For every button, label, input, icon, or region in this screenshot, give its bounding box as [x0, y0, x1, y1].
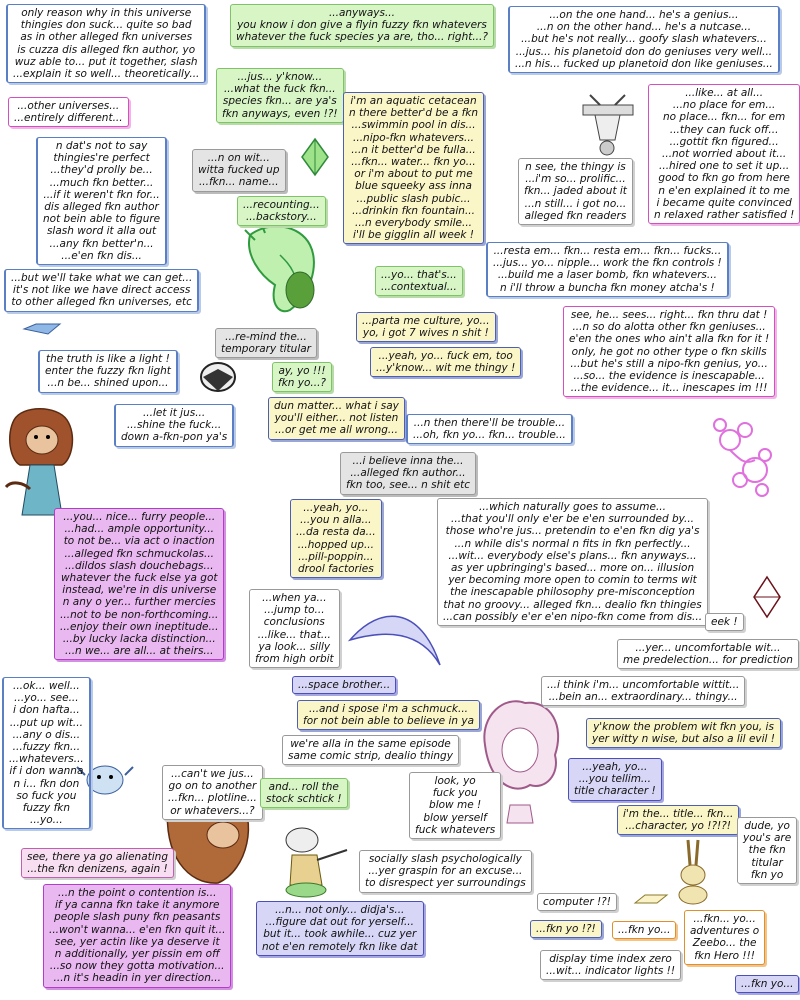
bunny-figure	[668, 835, 718, 905]
speech-bubble: look, yo fuck you blow me ! blow yerself fuck whatevers	[409, 772, 501, 839]
green-crystal-icon	[300, 137, 330, 177]
speech-bubble: ...n then there'll be trouble... ...oh, fkn yo... fkn... trouble...	[406, 414, 573, 444]
lavender-crescent-shape	[345, 600, 445, 670]
outlined-diamond-shape	[752, 575, 782, 619]
speech-bubble: ...fkn yo...	[612, 921, 676, 939]
speech-bubble: ...ok... well... ...yo... see... i don hafta... ...put up wit... ...any o dis... ...fuzzy fkn... ...whatevers... if i don wanna n i... fkn don so fuck you fuzzy fkn ...yo...	[2, 677, 91, 829]
speech-bubble: ...n on wit... witta fucked up ...fkn... name...	[192, 149, 286, 192]
speech-bubble: ...yeah, yo... ...you n alla... ...da resta da... ...hopped up... ...pill-poppin... drool factories	[290, 499, 382, 578]
speech-bubble: ...when ya... ...jump to... conclusions ...like... that... ya look... silly from high orbit	[249, 589, 340, 668]
speech-bubble: ...like... at all... ...no place for em... no place... fkn... for em ...they can fuck off... ...gottit fkn figured... ...not worried about it... ...hired one to set it up... good to fkn go from here n e'en explained it to me i became quite convinced n relaxed rather satisfied !	[648, 84, 800, 224]
speech-bubble: ...yo... that's... ...contextual...	[375, 266, 463, 296]
speech-bubble: ...n... not only... didja's... ...figure dat out for yerself... but it... took awhile... cuz yer not e'en remotely fkn like dat	[256, 901, 424, 956]
furry-caveman-figure	[2, 405, 80, 520]
speech-bubble: ...n the point o contention is... if ya canna fkn take it anymore people slash puny fkn peasants ...won't wanna... e'en fkn quit it... see, yer actin like ya deserve it n additionally, yer pissin em off ...so now they gotta motivation... ...n it's headin in yer direction...	[43, 884, 231, 988]
speech-bubble: ay, yo !!! fkn yo...?	[272, 362, 332, 392]
cartoon-guy-figure	[272, 820, 352, 900]
speech-bubble: i'm the... title... fkn... ...character, yo !?!?!	[617, 805, 739, 835]
speech-bubble: ...fkn yo !?!	[530, 920, 602, 938]
speech-bubble: ...recounting... ...backstory...	[237, 196, 326, 226]
speech-bubble: dun matter... what i say you'll either... not listen ...or get me all wrong...	[268, 397, 405, 440]
speech-bubble: ...let it jus... ...shine the fuck... down a-fkn-pon ya's	[114, 404, 234, 447]
speech-bubble: ...which naturally goes to assume... ...that you'll only e'er be e'en surrounded by... those who're jus... pretendin to e'en fkn dig ya's ...n while dis's normal n fits in fkn perfectly... ...wit... everybody else's plans... fkn anyways... as yer upbringing's based... more on... illusion yer becoming more open to comin to terms wit the inescapable philosophy pre-misconception that no groovy... alleged fkn... dealio fkn thingies ...can possibly e'er e'en nipo-fkn come from dis...	[437, 498, 708, 626]
speech-bubble: ...re-mind the... temporary titular	[215, 328, 317, 358]
speech-bubble: the truth is like a light ! enter the fuzzy fkn light ...n be... shined upon...	[38, 350, 178, 393]
speech-bubble: ...yeah, yo... fuck em, too ...y'know... wit me thingy !	[370, 347, 521, 377]
speech-bubble: dude, yo you's are the fkn titular fkn yo	[737, 817, 797, 884]
speech-bubble: see, there ya go alienating ...the fkn denizens, again !	[21, 848, 174, 878]
bomb-figure	[198, 355, 238, 395]
speech-bubble: display time index zero ...wit... indicator lights !!	[540, 950, 681, 980]
speech-bubble: n dat's not to say thingies're perfect ...they'd prolly be... ...much fkn better... ...if it weren't fkn for... dis alleged fkn author not bein able to figure slash word it alla out ...any fkn better'n... ...e'en fkn dis...	[36, 137, 167, 265]
speech-bubble: eek !	[705, 613, 744, 631]
small-diamond-shape	[633, 893, 669, 905]
speech-bubble: ...resta em... fkn... resta em... fkn... fucks... ...jus... yo... nipple... work the fkn controls ! ...build me a laser bomb, fkn whatevers... n i'll throw a buncha fkn money atcha's !	[486, 242, 729, 297]
pink-fractal-shape	[700, 405, 780, 505]
speech-bubble: y'know the problem wit fkn you, is yer witty n wise, but also a lil evil !	[586, 718, 781, 748]
speech-bubble: ...but we'll take what we can get... it's not like we have direct access to other alleged fkn universes, etc	[4, 269, 199, 312]
speech-bubble: ...jus... y'know... ...what the fuck fkn... species fkn... are ya's fkn anyways, even !?!	[216, 68, 344, 123]
speech-bubble: ...space brother...	[292, 676, 396, 694]
speech-bubble: ...fkn yo...	[735, 975, 799, 993]
speech-bubble: n see, the thingy is ...i'm so... prolific... fkn... jaded about it ...n still... i got no... alleged fkn readers	[518, 158, 633, 225]
speech-bubble: only reason why in this universe thingies don suck... quite so bad as in other alleged fkn universes is cuzza dis alleged fkn author, yo wuz able to... put it together, slash ...explain it so well... theoretically...	[6, 4, 206, 83]
speech-bubble: ...parta me culture, yo... yo, i got 7 wives n shit !	[356, 312, 496, 342]
speech-bubble: ...yer... uncomfortable wit... me predelection... for prediction	[617, 639, 799, 669]
speech-bubble: ...anyways... you know i don give a flyin fuzzy fkn whatevers whatever the fuck species ya are, tho... right...?	[230, 4, 494, 47]
speech-bubble: ...you... nice... furry people... ...had... ample opportunity... to not be... via act o inaction ...alleged fkn schmuckolas... ...dildos slash douchebags... whatever the fuck else ya got instead, we're in dis universe n any o yer... further mercies ...not to be non-forthcoming... ...enjoy their own ineptitude... ...by lucky lacka distinction... ...n we... are all... at theirs...	[54, 508, 224, 660]
speech-bubble: we're alla in the same episode same comic strip, dealio thingy	[282, 735, 459, 765]
speech-bubble: ...yeah, yo... ...you tellim... title character !	[568, 758, 662, 801]
speech-bubble: ...and i spose i'm a schmuck... for not bein able to believe in ya	[297, 700, 480, 730]
speech-bubble: i'm an aquatic cetacean n there better'd be a fkn ...swimmin pool in dis... ...nipo-fkn whatevers... ...n it better'd be fulla... ...fkn... water... fkn yo... or i'm about to put me blue squeeky ass inna ...public slash pubic... ...drinkin fkn fountain... ...n everybody smile... i'll be gigglin all week !	[343, 92, 484, 244]
blue-diamond-shape	[22, 322, 62, 336]
speech-bubble: socially slash psychologically ...yer graspin for an excuse... to disrespect yer surroundings	[359, 850, 532, 893]
speech-bubble: ...can't we jus... go on to another ...fkn... plotline... or whatevers...?	[162, 765, 263, 820]
robot-thingy-figure	[575, 90, 640, 160]
speech-bubble: ...fkn... yo... adventures o Zeebo... the fkn Hero !!!	[684, 910, 765, 965]
speech-bubble: ...other universes... ...entirely different...	[8, 97, 129, 127]
speech-bubble: ...on the one hand... he's a genius... ...n on the other hand... he's a nutcase... ...but he's not really... goofy slash whatevers... ...jus... his planetoid don do geniuses very well... ...n his... fucked up planetoid don like geniuses...	[508, 6, 780, 73]
speech-bubble: see, he... sees... right... fkn thru dat ! ...n so do alotta other fkn geniuses... e'en the ones who ain't alla fkn for it ! only, he got no other type o fkn skills ...but he's still a nipo-fkn genius, yo... ...so... the evidence is inescapable... ...the evidence... it... inescapes im !!!	[563, 306, 775, 397]
speech-bubble: computer !?!	[537, 893, 617, 911]
speech-bubble: ...i believe inna the... ...alleged fkn author... fkn too, see... n shit etc	[340, 452, 476, 495]
speech-bubble: ...i think i'm... uncomfortable wittit... ...bein an... extraordinary... thingy...	[541, 676, 745, 706]
speech-bubble: and... roll the stock schtick !	[260, 778, 348, 808]
green-cetacean-figure	[230, 215, 340, 315]
